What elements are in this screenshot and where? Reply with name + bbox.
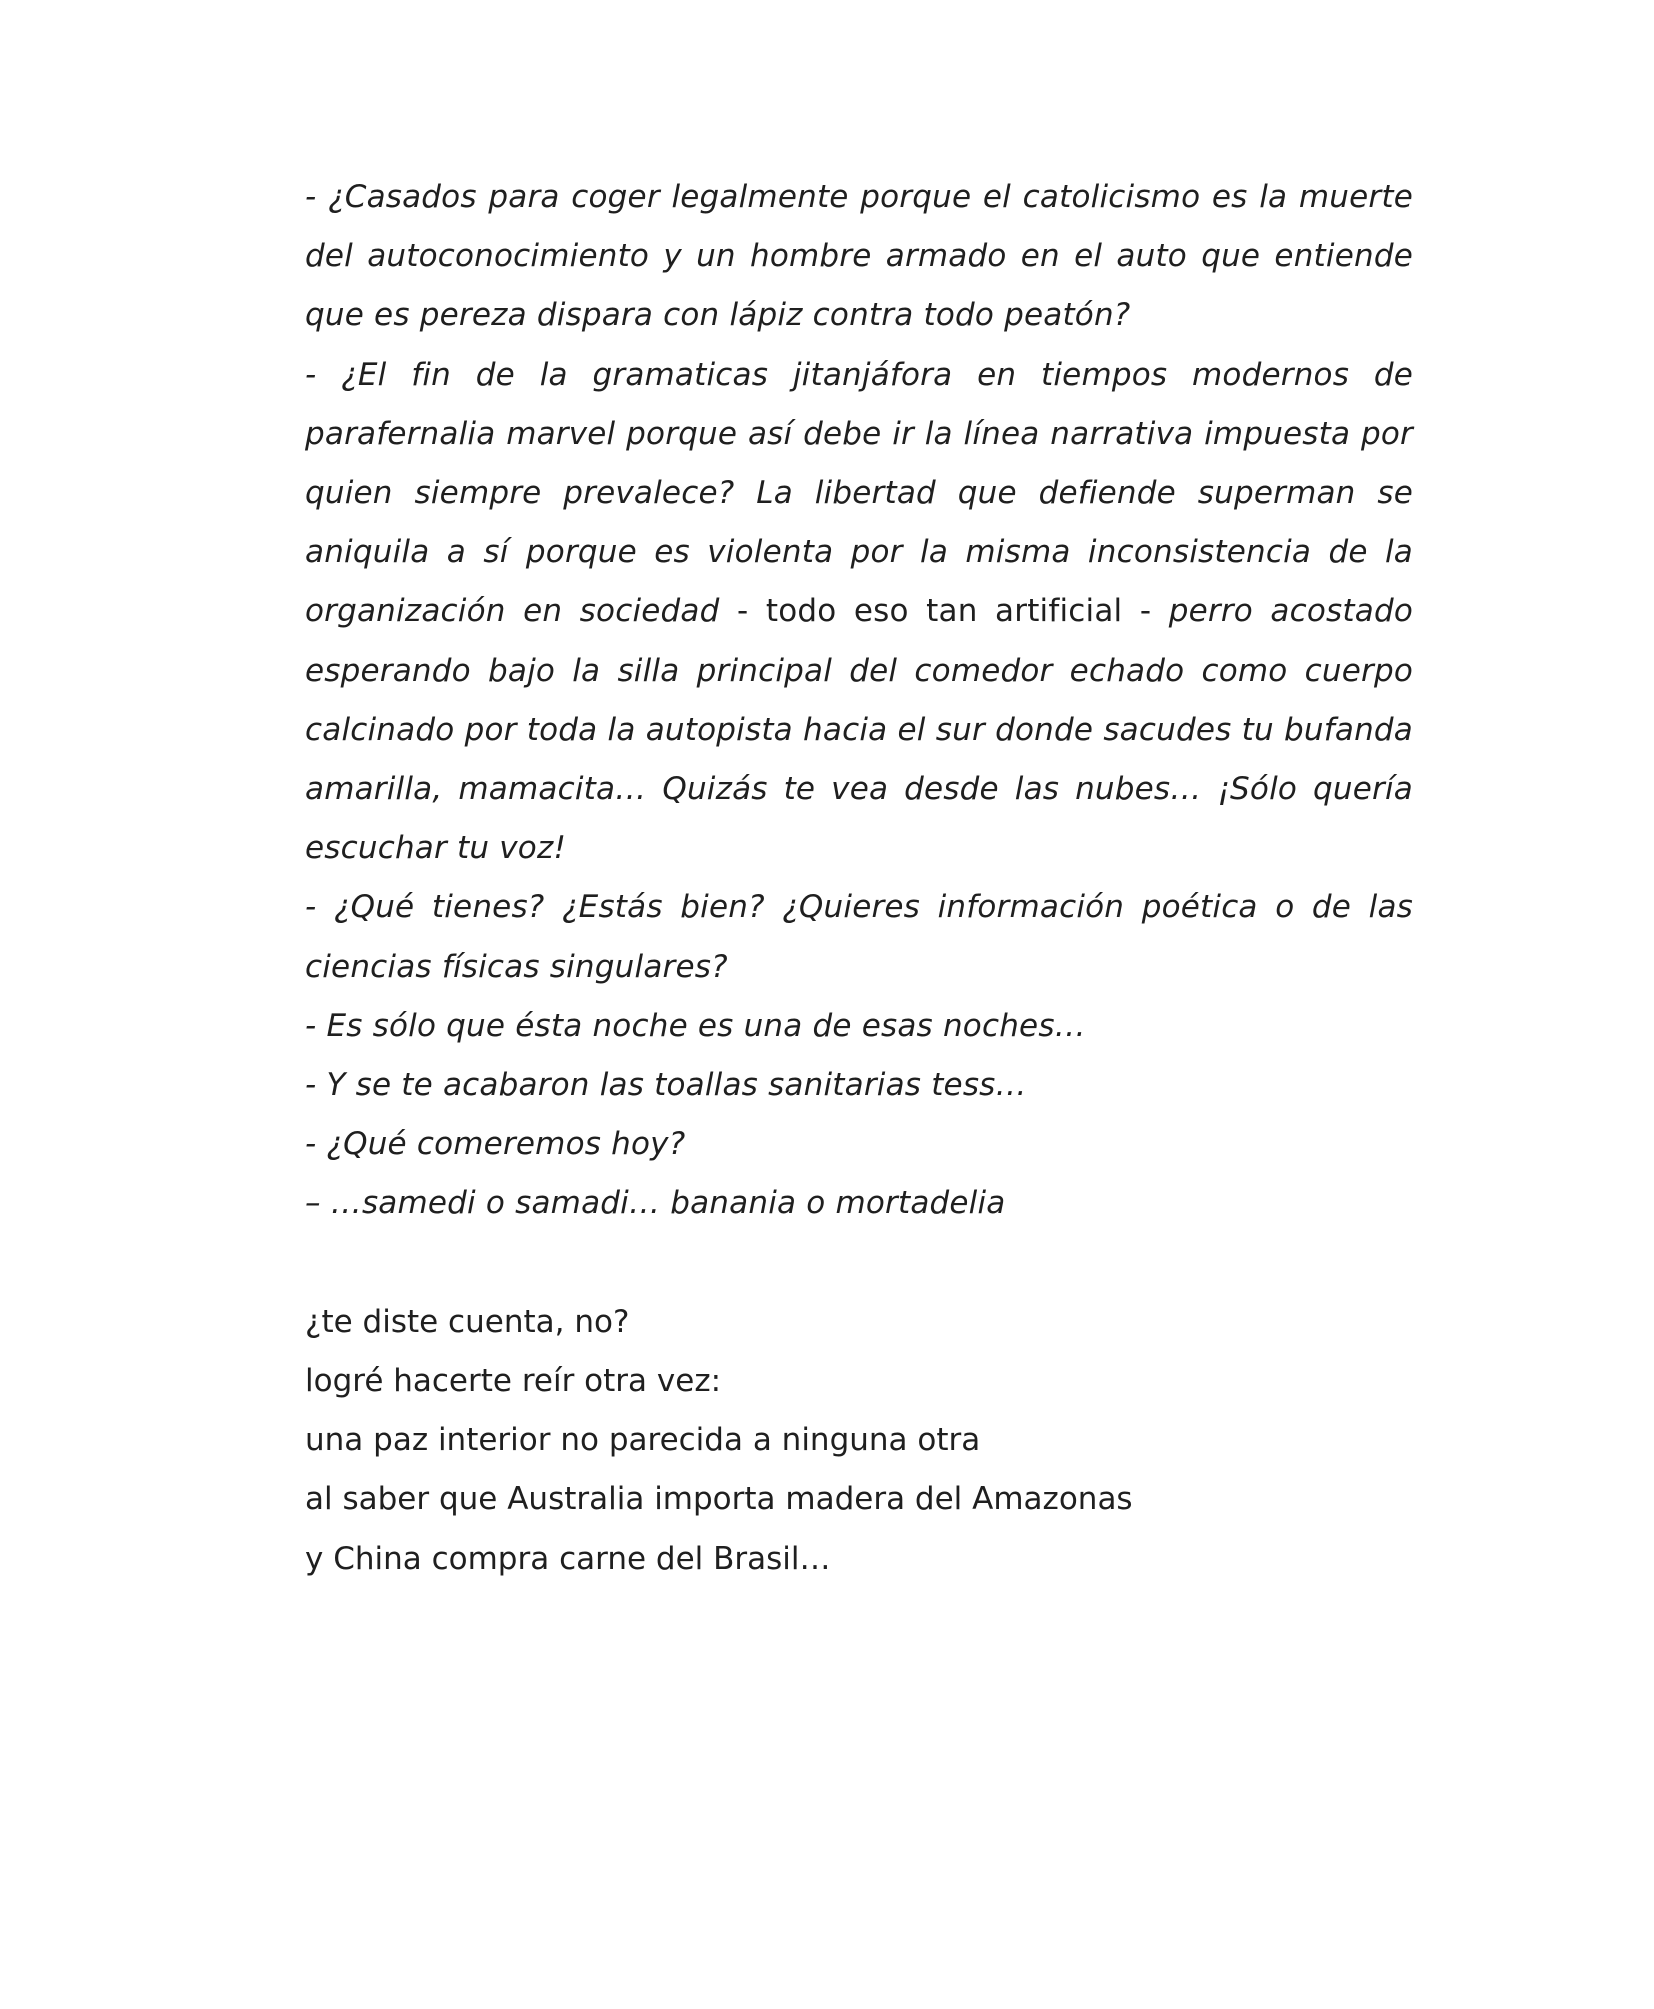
dialogue-line-7: – …samedi o samadi… banania o mortadelia — [305, 1185, 1006, 1222]
dialogue-paragraph-1: - ¿Casados para coger legalmente porque el catolicismo es la muerte del autoconocimiento y un hombre armado en el auto que entiende que es pereza dispara con lápiz contra todo peatón? — [305, 179, 1413, 334]
poem-line-4: al saber que Australia importa madera del Amazonas — [305, 1481, 1133, 1518]
poem-line-2: logré hacerte reír otra vez: — [305, 1363, 722, 1400]
dialogue-paragraph-2 — [305, 346, 1413, 879]
poem-stanza — [305, 1293, 1413, 1589]
poem-line-5: y China compra carne del Brasil… — [305, 1540, 831, 1577]
dialogue-line-6: - ¿Qué comeremos hoy? — [305, 1126, 686, 1163]
poem-line-1: ¿te diste cuenta, no? — [305, 1303, 630, 1340]
dialogue-paragraph-2-aside: - todo eso tan artificial - — [736, 593, 1152, 630]
dialogue-paragraph-2-part-1: - ¿El fin de la gramaticas jitanjáfora en tiempos modernos de parafernalia marvel porque así debe ir la línea narrativa impuesta por quien siempre prevalece? La libertad que defiende superman se aniquila a sí porque es violenta por la misma inconsistencia de la organización en sociedad — [305, 356, 1413, 630]
dialogue-line-5: - Y se te acabaron las toallas sanitarias tess… — [305, 1067, 1027, 1104]
dialogue-paragraph-2-part-2: perro acostado esperando bajo la silla principal del comedor echado como cuerpo calcinado por toda la autopista hacia el sur donde sacudes tu bufanda amarilla, mamacita… Quizás te vea desde las nubes… ¡Sólo quería escuchar tu voz! — [305, 593, 1413, 867]
text-body — [305, 168, 1413, 1589]
dialogue-paragraph-3: - ¿Qué tienes? ¿Estás bien? ¿Quieres información poética o de las ciencias físicas singulares? — [305, 889, 1413, 985]
dialogue-line-4: - Es sólo que ésta noche es una de esas noches… — [305, 1007, 1086, 1044]
poem-line-3: una paz interior no parecida a ninguna otra — [305, 1422, 981, 1459]
